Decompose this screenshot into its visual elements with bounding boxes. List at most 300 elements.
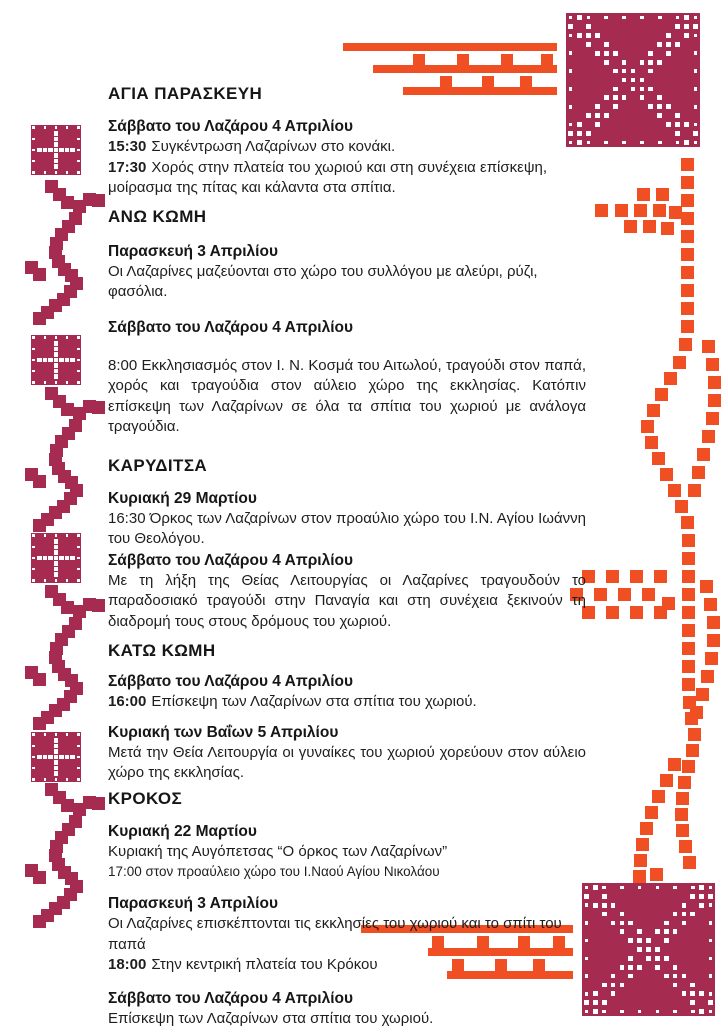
- left-scurve-square: [33, 673, 46, 686]
- stitch-dot: [54, 363, 59, 368]
- event-line: 17:00 στον προαύλειο χώρο του Ι.Ναού Αγίου Νικολάου: [108, 862, 586, 881]
- stitch-dot: [65, 755, 70, 760]
- stitch-dot: [684, 140, 689, 145]
- section-heading-kato-komi: ΚΑΤΩ ΚΩΜΗ: [108, 641, 586, 661]
- stitch-dot: [77, 381, 80, 384]
- stitch-dot: [637, 947, 642, 952]
- right-vine-square: [668, 484, 681, 497]
- stitch-dot: [66, 778, 69, 781]
- stitch-dot: [622, 78, 627, 83]
- stitch-dot: [694, 87, 698, 91]
- stitch-dot: [640, 78, 645, 83]
- right-vine-square: [690, 706, 703, 719]
- stitch-dot: [32, 568, 35, 571]
- stitch-dot: [32, 778, 35, 781]
- right-cluster-square: [630, 570, 643, 583]
- stitch-dot: [622, 69, 627, 74]
- right-vine-square: [660, 774, 673, 787]
- stitch-dot: [602, 983, 607, 988]
- left-cross-stitch-square: [31, 125, 81, 175]
- event-date: Παρασκευή 3 Απριλίου: [108, 893, 586, 914]
- stitch-dot: [664, 956, 669, 961]
- right-vine-square: [701, 670, 714, 683]
- stitch-dot: [666, 104, 671, 109]
- right-vine-square: [682, 760, 695, 773]
- right-vine-square: [676, 824, 689, 837]
- right-vine-square: [682, 660, 695, 673]
- stitch-dot: [655, 929, 660, 934]
- stitch-dot: [48, 358, 53, 363]
- right-vine-square: [645, 436, 658, 449]
- left-scurve-square: [33, 519, 46, 532]
- right-vine-square: [681, 194, 694, 207]
- right-cluster-square: [606, 606, 619, 619]
- right-vine-square: [708, 394, 721, 407]
- stitch-dot: [32, 149, 35, 152]
- stitch-dot: [595, 51, 600, 56]
- stitch-dot: [55, 534, 58, 537]
- stitch-dot: [577, 15, 582, 20]
- right-vine-square: [686, 744, 699, 757]
- right-vine-square: [707, 634, 720, 647]
- top-bar-square: [457, 54, 469, 66]
- stitch-dot: [666, 42, 671, 47]
- right-vine-square: [660, 468, 673, 481]
- stitch-dot: [611, 903, 616, 908]
- stitch-dot: [675, 42, 680, 47]
- stitch-dot: [682, 991, 687, 996]
- stitch-dot: [622, 95, 627, 100]
- right-vine-square: [707, 616, 720, 629]
- stitch-dot: [602, 1000, 607, 1005]
- left-scurve-square: [33, 871, 46, 884]
- stitch-dot: [54, 760, 59, 765]
- right-cluster-square: [595, 204, 608, 217]
- stitch-dot: [694, 34, 698, 38]
- stitch-dot: [620, 983, 625, 988]
- stitch-dot: [699, 894, 704, 899]
- right-vine-square: [681, 158, 694, 171]
- stitch-dot: [620, 929, 625, 934]
- stitch-dot: [48, 556, 53, 561]
- stitch-dot: [54, 738, 59, 743]
- right-cluster-square: [594, 588, 607, 601]
- event-line: Με τη λήξη της Θείας Λειτουργίας οι Λαζαρίνες τραγουδούν το παραδοσιακό τραγούδι στην Παναγία και στη συνέχεια ξεκινούν τη διαδρομή τους στους δρόμους του χωριού.: [108, 571, 586, 633]
- section-heading-ano-komi: ΑΝΩ ΚΩΜΗ: [108, 207, 586, 227]
- right-vine-square: [679, 338, 692, 351]
- stitch-dot: [709, 886, 713, 890]
- stitch-dot: [577, 33, 582, 38]
- top-bar-square: [501, 54, 513, 66]
- right-vine-square: [682, 642, 695, 655]
- stitch-dot: [664, 929, 669, 934]
- stitch-dot: [32, 381, 35, 384]
- stitch-dot: [54, 341, 59, 346]
- stitch-dot: [54, 771, 59, 776]
- stitch-dot: [657, 104, 662, 109]
- right-cluster-square: [606, 570, 619, 583]
- right-vine-square: [681, 284, 694, 297]
- right-vine-square: [645, 806, 658, 819]
- stitch-dot: [699, 991, 704, 996]
- stitch-dot: [682, 921, 687, 926]
- stitch-dot: [54, 142, 59, 147]
- stitch-dot: [693, 24, 698, 29]
- stitch-dot: [48, 148, 53, 153]
- stitch-dot: [673, 886, 677, 890]
- stitch-dot: [694, 123, 698, 127]
- stitch-dot: [54, 550, 59, 555]
- right-vine-square: [676, 792, 689, 805]
- right-vine-square: [681, 516, 694, 529]
- stitch-dot: [657, 113, 662, 118]
- stitch-dot: [66, 579, 69, 582]
- stitch-dot: [77, 160, 80, 163]
- stitch-dot: [77, 336, 80, 339]
- stitch-dot: [666, 51, 671, 56]
- stitch-dot: [32, 557, 35, 560]
- stitch-dot: [611, 921, 616, 926]
- stitch-dot: [77, 745, 80, 748]
- right-vine-square: [681, 302, 694, 315]
- stitch-dot: [66, 733, 69, 736]
- right-vine-square: [675, 500, 688, 513]
- right-vine-square: [679, 840, 692, 853]
- stitch-dot: [690, 983, 695, 988]
- stitch-dot: [37, 556, 42, 561]
- stitch-dot: [613, 104, 618, 109]
- stitch-dot: [37, 755, 42, 760]
- stitch-dot: [44, 381, 47, 384]
- left-scurve-square: [33, 268, 46, 281]
- stitch-dot: [55, 126, 58, 129]
- stitch-dot: [569, 69, 573, 73]
- stitch-dot: [690, 1000, 695, 1005]
- stitch-dot: [59, 148, 64, 153]
- stitch-dot: [640, 87, 645, 92]
- stitch-dot: [664, 938, 669, 943]
- stitch-dot: [32, 767, 35, 770]
- stitch-dot: [77, 778, 80, 781]
- stitch-dot: [684, 122, 689, 127]
- stitch-dot: [54, 137, 59, 142]
- top-right-stitch-square: [566, 13, 700, 147]
- stitch-dot: [66, 534, 69, 537]
- stitch-dot: [593, 903, 598, 908]
- stitch-dot: [32, 171, 35, 174]
- stitch-dot: [694, 16, 698, 20]
- line-text: Χορός στην πλατεία του χωριού και στη συνέχεια επίσκεψη, μοίρασμα της πίτας και κάλαντα στα σπίτια.: [108, 159, 547, 197]
- stitch-dot: [65, 148, 70, 153]
- stitch-dot: [70, 755, 75, 760]
- stitch-dot: [622, 60, 627, 65]
- stitch-dot: [611, 983, 616, 988]
- stitch-dot: [648, 69, 653, 74]
- event-line: [108, 137, 586, 158]
- stitch-dot: [54, 164, 59, 169]
- stitch-dot: [32, 359, 35, 362]
- schedule: [108, 84, 586, 1029]
- stitch-dot: [709, 957, 713, 961]
- stitch-dot: [586, 33, 591, 38]
- stitch-dot: [684, 24, 689, 29]
- stitch-dot: [691, 886, 695, 890]
- stitch-dot: [694, 141, 698, 145]
- right-cluster-square: [634, 204, 647, 217]
- stitch-dot: [673, 912, 678, 917]
- stitch-dot: [602, 903, 607, 908]
- stitch-dot: [637, 965, 642, 970]
- stitch-dot: [682, 903, 687, 908]
- stitch-dot: [684, 15, 689, 20]
- stitch-dot: [54, 572, 59, 577]
- stitch-dot: [611, 974, 616, 979]
- right-vine-square: [704, 598, 717, 611]
- stitch-dot: [694, 69, 698, 73]
- stitch-dot: [595, 33, 600, 38]
- left-scurve-square: [33, 915, 46, 928]
- left-cross-stitch-square: [31, 732, 81, 782]
- stitch-dot: [682, 974, 687, 979]
- stitch-dot: [620, 886, 624, 890]
- stitch-dot: [664, 921, 669, 926]
- stitch-dot: [70, 556, 75, 561]
- stitch-dot: [77, 171, 80, 174]
- stitch-dot: [54, 148, 59, 153]
- stitch-dot: [43, 556, 48, 561]
- stitch-dot: [44, 778, 47, 781]
- stitch-dot: [631, 78, 636, 83]
- right-vine-square: [634, 854, 647, 867]
- stitch-dot: [628, 921, 633, 926]
- stitch-dot: [77, 149, 80, 152]
- right-vine-square: [682, 678, 695, 691]
- stitch-dot: [569, 34, 573, 38]
- stitch-dot: [54, 153, 59, 158]
- event-date: Σάββατο του Λαζάρου 4 Απριλίου: [108, 988, 586, 1009]
- stitch-dot: [675, 113, 680, 118]
- right-vine-square: [683, 856, 696, 869]
- stitch-dot: [70, 358, 75, 363]
- stitch-dot: [676, 141, 680, 145]
- right-vine-square: [681, 230, 694, 243]
- stitch-dot: [637, 929, 642, 934]
- stitch-dot: [32, 745, 35, 748]
- top-bar-square: [541, 54, 553, 66]
- stitch-dot: [77, 733, 80, 736]
- right-cluster-square: [643, 220, 656, 233]
- stitch-dot: [54, 352, 59, 357]
- stitch-dot: [709, 939, 713, 943]
- left-scurve-square: [92, 599, 105, 612]
- top-bar: [373, 65, 557, 73]
- stitch-dot: [77, 557, 80, 560]
- stitch-dot: [593, 885, 598, 890]
- stitch-dot: [44, 171, 47, 174]
- stitch-dot: [586, 24, 591, 29]
- section-heading-krokos: ΚΡΟΚΟΣ: [108, 789, 586, 809]
- stitch-dot: [44, 579, 47, 582]
- stitch-dot: [54, 567, 59, 572]
- right-vine-square: [700, 580, 713, 593]
- line-text: Στην κεντρική πλατεία του Κρόκου: [151, 956, 377, 973]
- stitch-dot: [708, 1000, 713, 1005]
- stitch-dot: [55, 381, 58, 384]
- stitch-dot: [44, 336, 47, 339]
- stitch-dot: [709, 903, 713, 907]
- right-vine-square: [681, 212, 694, 225]
- right-cluster-square: [624, 220, 637, 233]
- stitch-dot: [44, 534, 47, 537]
- stitch-dot: [673, 1010, 677, 1014]
- stitch-dot: [568, 24, 573, 29]
- stitch-dot: [709, 1010, 713, 1014]
- event-date: Κυριακή των Βαΐων 5 Απριλίου: [108, 722, 586, 743]
- stitch-dot: [640, 16, 644, 20]
- right-vine-square: [682, 624, 695, 637]
- stitch-dot: [638, 886, 642, 890]
- stitch-dot: [620, 921, 625, 926]
- stitch-dot: [54, 347, 59, 352]
- left-scurve-square: [92, 194, 105, 207]
- stitch-dot: [673, 983, 678, 988]
- event-line: Οι Λαζαρίνες επισκέπτονται τις εκκλησίες του χωριού και το σπίτι του παπά: [108, 914, 586, 955]
- stitch-dot: [675, 131, 680, 136]
- stitch-dot: [602, 912, 607, 917]
- stitch-dot: [65, 358, 70, 363]
- stitch-dot: [684, 33, 689, 38]
- right-cluster-square: [642, 588, 655, 601]
- stitch-dot: [613, 51, 618, 56]
- time-label: 18:00: [108, 956, 146, 973]
- stitch-dot: [70, 148, 75, 153]
- stitch-dot: [55, 733, 58, 736]
- stitch-dot: [691, 1010, 695, 1014]
- right-vine-square: [706, 412, 719, 425]
- stitch-dot: [640, 95, 645, 100]
- stitch-dot: [708, 894, 713, 899]
- right-cluster-square: [654, 606, 667, 619]
- stitch-dot: [66, 336, 69, 339]
- stitch-dot: [690, 894, 695, 899]
- stitch-dot: [675, 122, 680, 127]
- stitch-dot: [637, 938, 642, 943]
- stitch-dot: [613, 87, 618, 92]
- right-vine-square: [688, 484, 701, 497]
- line-text: Συγκέντρωση Λαζαρίνων στο κονάκι.: [151, 138, 395, 155]
- stitch-dot: [622, 141, 626, 145]
- stitch-dot: [622, 16, 626, 20]
- event-line: Μετά την Θεία Λειτουργία οι γυναίκες του χωριού χορεύουν στον αύλειο χώρο της εκκλησίας.: [108, 743, 586, 784]
- stitch-dot: [569, 51, 573, 55]
- stitch-dot: [620, 1010, 624, 1014]
- stitch-dot: [613, 69, 618, 74]
- right-vine-square: [636, 838, 649, 851]
- right-vine-square: [681, 266, 694, 279]
- stitch-dot: [569, 16, 573, 20]
- stitch-dot: [43, 755, 48, 760]
- stitch-dot: [32, 138, 35, 141]
- stitch-dot: [628, 965, 633, 970]
- stitch-dot: [66, 171, 69, 174]
- stitch-dot: [65, 556, 70, 561]
- right-cluster-square: [615, 204, 628, 217]
- stitch-dot: [658, 141, 662, 145]
- event-date: Σάββατο του Λαζάρου 4 Απριλίου: [108, 671, 586, 692]
- right-vine-square: [668, 758, 681, 771]
- right-cluster-square: [669, 206, 682, 219]
- stitch-dot: [628, 938, 633, 943]
- stitch-dot: [666, 33, 671, 38]
- stitch-dot: [54, 159, 59, 164]
- stitch-dot: [666, 122, 671, 127]
- stitch-dot: [587, 141, 591, 145]
- stitch-dot: [604, 42, 609, 47]
- right-cluster-square: [653, 204, 666, 217]
- left-cross-stitch-square: [31, 533, 81, 583]
- stitch-dot: [655, 956, 660, 961]
- stitch-dot: [693, 131, 698, 136]
- stitch-dot: [77, 534, 80, 537]
- right-cluster-square: [654, 570, 667, 583]
- event-line: 8:00 Εκκλησιασμός στον Ι. Ν. Κοσμά του Αιτωλού, τραγούδι στον παπά, χορός και τραγούδια στον αύλειο χώρο της εκκλησίας. Κατόπιν επίσκεψη των Λαζαρίνων σε όλα τα σπίτια του χωριού με ανάλογα τραγούδια.: [108, 356, 586, 438]
- stitch-dot: [54, 744, 59, 749]
- right-vine-square: [688, 728, 701, 741]
- stitch-dot: [77, 348, 80, 351]
- event-date: Σάββατο του Λαζάρου 4 Απριλίου: [108, 116, 586, 137]
- stitch-dot: [640, 60, 645, 65]
- event-date: Κυριακή 22 Μαρτίου: [108, 821, 586, 842]
- stitch-dot: [54, 749, 59, 754]
- stitch-dot: [77, 568, 80, 571]
- event-line: [108, 692, 586, 713]
- stitch-dot: [604, 95, 609, 100]
- stitch-dot: [32, 756, 35, 759]
- stitch-dot: [709, 921, 713, 925]
- right-cluster-square: [630, 606, 643, 619]
- right-vine-square: [678, 776, 691, 789]
- stitch-dot: [37, 148, 42, 153]
- stitch-dot: [55, 171, 58, 174]
- stitch-dot: [620, 912, 625, 917]
- right-cluster-square: [618, 588, 631, 601]
- stitch-dot: [32, 348, 35, 351]
- stitch-dot: [54, 539, 59, 544]
- left-scurve-square: [33, 312, 46, 325]
- stitch-dot: [657, 42, 662, 47]
- stitch-dot: [595, 113, 600, 118]
- stitch-dot: [586, 131, 591, 136]
- right-vine-square: [682, 606, 695, 619]
- right-vine-square: [652, 452, 665, 465]
- stitch-dot: [631, 69, 636, 74]
- stitch-dot: [77, 546, 80, 549]
- stitch-dot: [699, 885, 704, 890]
- left-scurve-square: [92, 401, 105, 414]
- stitch-dot: [602, 1010, 606, 1014]
- stitch-dot: [32, 546, 35, 549]
- stitch-dot: [77, 756, 80, 759]
- stitch-dot: [613, 95, 618, 100]
- stitch-dot: [32, 733, 35, 736]
- stitch-dot: [586, 113, 591, 118]
- stitch-dot: [648, 87, 653, 92]
- stitch-dot: [593, 991, 598, 996]
- stitch-dot: [682, 912, 687, 917]
- stitch-dot: [77, 126, 80, 129]
- stitch-dot: [43, 358, 48, 363]
- stitch-dot: [602, 886, 606, 890]
